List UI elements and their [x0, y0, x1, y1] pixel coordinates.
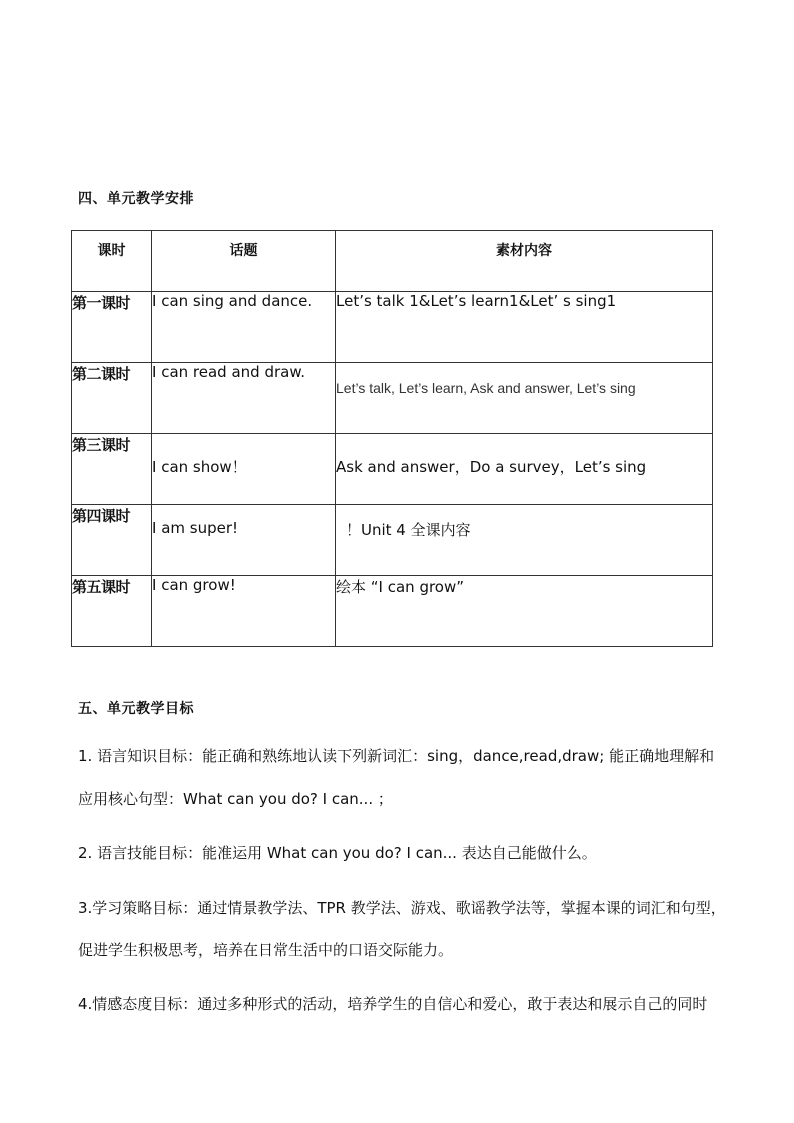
table-row — [72, 505, 713, 576]
goal-line: 促进学生积极思考，培养在日常生活中的口语交际能力。 — [78, 941, 454, 959]
lesson-cell: 第二课时 — [72, 363, 152, 434]
table-row — [72, 292, 713, 363]
goal-line: 1. 语言知识目标：能正确和熟练地认读下列新词汇：sing，dance,read,draw; 能正确地理解和 — [78, 747, 715, 765]
header-topic: 话题 — [152, 231, 336, 292]
lesson-cell: 第三课时 — [72, 434, 152, 505]
goal-line: 2. 语言技能目标：能准运用 What can you do? I can... 表达自己能做什么。 — [78, 844, 597, 862]
header-content: 素材内容 — [336, 231, 713, 292]
header-lesson: 课时 — [72, 231, 152, 292]
topic-cell: I can grow! — [152, 576, 336, 647]
content-cell: Let’s talk, Let’s learn, Ask and answer, Let’s sing — [336, 363, 713, 434]
content-cell: Ask and answer，Do a survey，Let’s sing — [336, 434, 713, 505]
content-cell: Let’s talk 1&Let’s learn1&Let’ s sing1 — [336, 292, 713, 363]
goal-line: 应用核心句型：What can you do? I can... ； — [78, 790, 393, 808]
topic-cell: I can show！ — [152, 434, 336, 505]
content-cell: ！Unit 4 全课内容 — [336, 505, 713, 576]
section5-heading: 五、单元教学目标 — [78, 701, 194, 717]
topic-cell: I am super! — [152, 505, 336, 576]
table-row — [72, 576, 713, 647]
table-row — [72, 363, 713, 434]
goal-line: 3.学习策略目标：通过情景教学法、TPR 教学法、游戏、歌谣教学法等，掌握本课的词汇和句型， — [78, 899, 726, 917]
topic-cell: I can read and draw. — [152, 363, 336, 434]
lesson-cell: 第一课时 — [72, 292, 152, 363]
lesson-schedule-table — [71, 230, 713, 647]
content-cell: 绘本 “I can grow” — [336, 576, 713, 647]
table-row — [72, 434, 713, 505]
lesson-cell: 第四课时 — [72, 505, 152, 576]
section4-heading: 四、单元教学安排 — [78, 191, 194, 207]
lesson-cell: 第五课时 — [72, 576, 152, 647]
topic-cell: I can sing and dance. — [152, 292, 336, 363]
table-header-row — [72, 231, 713, 292]
goal-line: 4.情感态度目标：通过多种形式的活动，培养学生的自信心和爱心，敢于表达和展示自己的同时 — [78, 995, 708, 1013]
